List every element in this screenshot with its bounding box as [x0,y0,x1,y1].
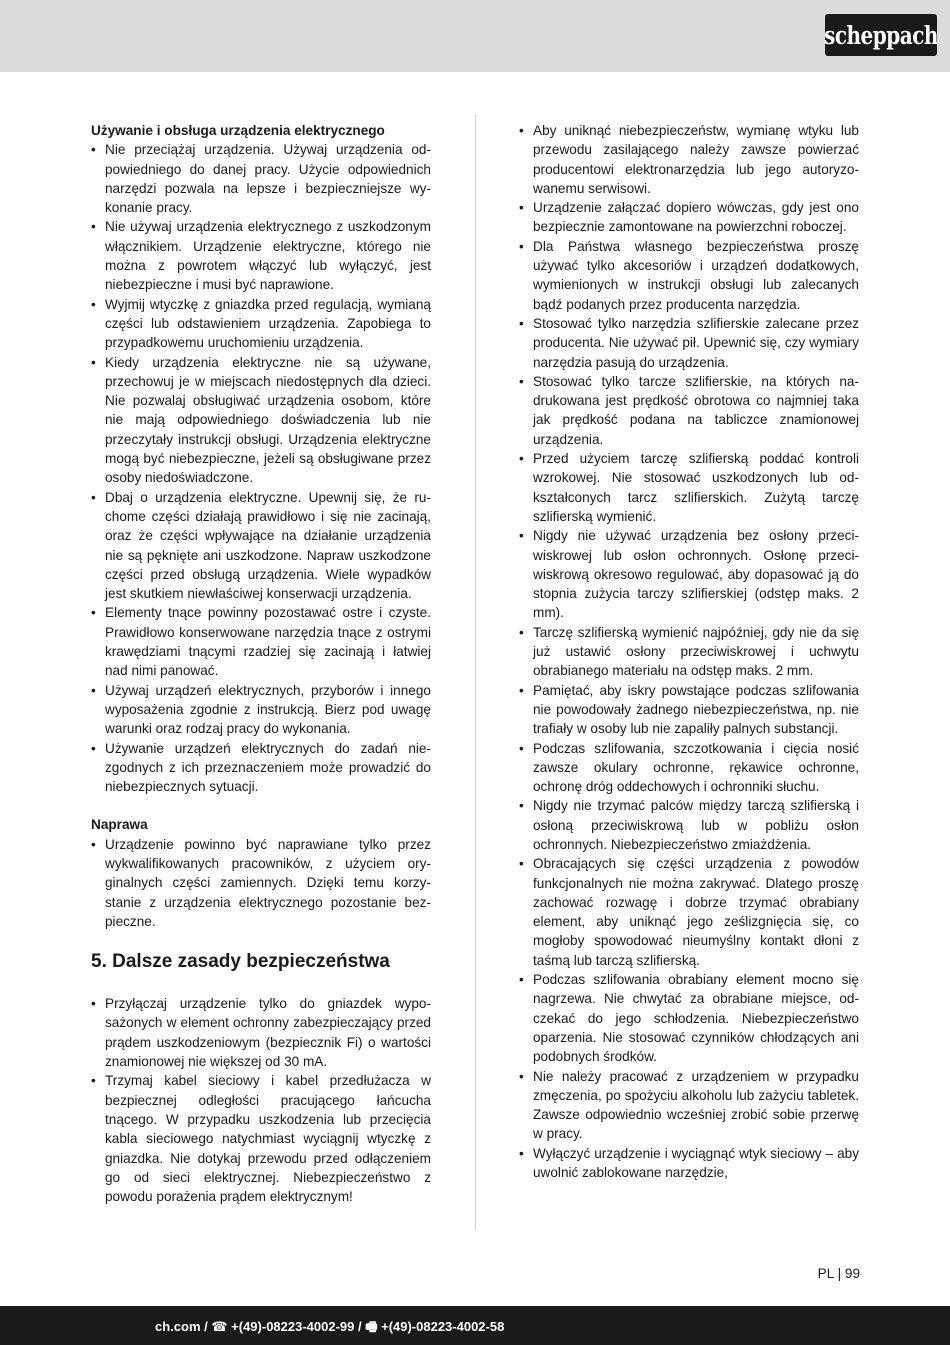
list-item-text: Urządzenie powinno być naprawiane tylko przez wykwalifikowanych pracowników, z użyciem oryginalnych części zamiennych. Dzięki temu korzystanie z urządzenia elektrycznego pozostanie bezpieczne. [105,836,431,929]
list-item-text: Nigdy nie używać urządzenia bez osłony przeciwiskrowej lub osłon ochronnych. Osłonę przeciwiskrową okresowo regulować, aby dopasować ją do stopnia zużycia tarczy szlifierskiej (odstęp maks. 2 mm). [533,528,859,621]
list-item-text: Kiedy urządzenia elektryczne nie są używane, przechowuj je w miejscach niedostępnych dla dzieci. Nie pozwalaj obsługiwać urządzenia osobom, które nie mają odpowiedniego doświadczenia lub nie przeczytały instrukcji obsługi. Urządzenia elektryczne mogą być niebezpieczne, jeżeli są obsługiwane przez osoby niedoświadczone. [105,354,431,486]
brand-logo-text: scheppach [824,20,938,50]
bullet-icon: • [519,1068,524,1084]
list-item [519,237,859,314]
bullet-icon: • [91,682,96,698]
bullet-icon: • [519,123,524,138]
list-item-text: Dla Państwa własnego bezpieczeństwa proszę używać tylko akcesoriów i urządzeń dodatkowych, wymienionych w instrukcji obsługi lub zalecanych bądź podanych przez producenta narzędzia. [533,238,859,312]
list-item [519,854,859,970]
bullet-icon: • [91,296,96,312]
list-item [91,1071,431,1206]
section-title: 5. Dalsze zasady bezpieczeństwa [91,951,390,973]
bullet-icon: • [519,200,524,216]
bullet-icon: • [91,489,96,505]
bullet-icon: • [91,354,96,370]
list-item [91,994,431,1071]
list-item [91,835,431,931]
bullet-icon: • [91,605,96,621]
bullet-icon: • [519,1145,524,1161]
bullet-icon: • [519,798,524,814]
list-item-text: Stosować tylko tarcze szlifierskie, na których nadrukowana jest prędkość obrotowa co najmniej taka jak prędkość podana na tabliczce znamionowej urządzenia. [533,373,859,447]
bullet-icon: • [519,972,524,988]
list-item-text: Tarczę szlifierską wymienić najpóźniej, gdy nie da się już ustawić osłony przeciwiskrowej i uchwytu obrabianego materiału na odstęp maks. 2 mm. [533,624,859,679]
bullet-icon: • [519,528,524,544]
list-item-text: Wyłączyć urządzenie i wyciągnąć wtyk sieciowy – aby uwolnić zablokowane narzędzie, [533,1145,859,1181]
list-item [519,1067,859,1144]
footer-band [0,1306,950,1345]
list-repair [91,835,431,931]
list-item [519,372,859,449]
list-item-text: Przyłączaj urządzenie tylko do gniazdek wyposażonych w element ochronny zabezpieczający przed prądem uszkodzeniowym (bezpiecznik Fi) o wartości znamionowej nie większej od 30 mA. [105,996,431,1070]
brand-logo [825,14,937,56]
list-item-text: Nigdy nie trzymać palców między tarczą szlifierską i osłoną przeciwiskrową lub w pobliżu osłon ochronnych. Niebezpieczeństwo zmiażdżenia. [533,798,859,852]
list-further-rules [91,994,431,1206]
list-item-text: Podczas szlifowania, szczotkowania i cięcia nosić zawsze okulary ochronne, rękawice ochronne, ochronę dróg oddechowych i ochronniki słuchu. [533,740,859,795]
list-item [91,739,431,797]
list-item [91,217,431,294]
left-column [91,121,431,1206]
bullet-icon: • [91,740,96,756]
heading-usage: Używanie i obsługa urządzenia elektrycznego [91,123,385,138]
bullet-icon: • [519,682,524,698]
list-item [91,140,431,217]
list-item-text: Nie należy pracować z urządzeniem w przypadku zmęczenia, po spożyciu alkoholu lub zażyciu tabletek. Zawsze odpowiednio wcześniej zrobić sobie przerwę w pracy. [533,1068,859,1142]
list-item [91,353,431,488]
bullet-icon: • [519,373,524,389]
list-item-text: Urządzenie załączać dopiero wówczas, gdy jest ono bezpiecznie zamontowane na powierzchni roboczej. [533,200,859,235]
bullet-icon: • [519,315,524,331]
list-item [519,739,859,797]
bullet-icon: • [519,856,524,872]
list-item [91,488,431,604]
list-item [519,623,859,681]
list-item-text: Aby uniknąć niebezpieczeństw, wymianę wtyku lub przewodu zasilającego należy zawsze powierzać producentowi elektronarzędzia lub jego autoryzowanemu serwisowi. [533,123,859,196]
list-item-text: Używanie urządzeń elektrycznych do zadań niezgodnych z ich przeznaczeniem może prowadzić do niebezpiecznych sytuacji. [105,740,431,795]
bullet-icon: • [519,451,524,467]
list-item-text: Wyjmij wtyczkę z gniazdka przed regulacją, wymianą części lub odstawieniem urządzenia. Zapobiega to przypadkowemu uruchomieniu urządzenia. [105,296,431,351]
heading-repair: Naprawa [91,817,148,833]
list-item [519,681,859,739]
list-item-text: Pamiętać, aby iskry powstające podczas szlifowania nie powodowały żadnego niebezpieczeństwa, np. nie trafiały w osoby lub nie zapaliły palnych substancji. [533,682,859,737]
list-item [91,295,431,353]
bullet-icon: • [91,142,96,158]
bullet-icon: • [91,219,96,235]
list-safety-right [519,121,859,1182]
list-item-text: Podczas szlifowania obrabiany element mocno się nagrzewa. Nie chwytać za obrabiane miejsce, odczekać do jego schłodzenia. Niebezpieczeństwo oparzenia. Nie stosować czynników chłodzących ani podobnych środków. [533,972,859,1065]
list-item [519,198,859,237]
list-item-text: Obracających się części urządzenia z powodów funkcjonalnych nie można zakrywać. Dlatego proszę zachować rozwagę i dobrze trzymać obrabiany element, aby uniknąć jego ześlizgnięcia się, co mogłoby spowodować nieumyślny kontakt dłoni z taśmą lub tarczą szlifierską. [533,856,859,968]
bullet-icon: • [91,1073,96,1089]
bullet-icon: • [519,238,524,254]
list-item-text: Nie przeciążaj urządzenia. Używaj urządzenia odpowiedniego do danej pracy. Użycie odpowiednich narzędzi pozwala na lepsze i bezpieczniejsze wykonanie pracy. [105,142,431,216]
right-column [519,121,859,1182]
header-band [0,0,950,72]
list-item-text: Dbaj o urządzenia elektryczne. Upewnij się, że ruchome części działają prawidłowo i się nie zacinają, oraz że części wpływające na działanie urządzenia nie są pęknięte ani uszkodzone. Napraw uszkodzone części przed obsługą urządzenia. Wiele wypadków jest skutkiem niewłaściwej konserwacji urządzenia. [105,489,431,602]
list-item [519,121,859,198]
bullet-icon: • [519,624,524,640]
list-item [91,681,431,739]
list-item [519,314,859,372]
bullet-icon: • [519,740,524,756]
page-number: PL | 99 [817,1266,860,1281]
bullet-icon: • [91,996,96,1012]
bullet-icon: • [91,836,96,852]
list-item [519,449,859,526]
list-usage [91,140,431,796]
list-item [519,970,859,1066]
list-item-text: Elementy tnące powinny pozostawać ostre i czyste. Prawidłowo konserwowane narzędzia tnące z ostrymi krawędziami tnącymi rzadziej się zacinają i łatwiej nad nimi panować. [105,605,431,679]
list-item [91,603,431,680]
list-item-text: Stosować tylko narzędzia szlifierskie zalecane przez producenta. Nie używać pił. Upewnić się, czy wymiary narzędzia pasują do urządzenia. [533,315,859,370]
list-item [519,1144,859,1183]
list-item [519,526,859,622]
column-divider [475,115,476,1230]
footer-contact: ch.com / ☎ +(49)-08223-4002-99 / 🖷 +(49)-08223-4002-58 [155,1319,505,1334]
list-item-text: Trzymaj kabel sieciowy i kabel przedłużacza w bezpiecznej odległości pracującego łańcucha tnącego. W przypadku uszkodzenia lub przecięcia kabla sieciowego natychmiast wyciągnij wtyczkę z gniazdka. Nie dotykaj przewodu przed odłączeniem go od sieci elektrycznej. Niebezpieczeństwo z powodu porażenia prądem elektrycznym! [105,1073,431,1205]
list-item-text: Używaj urządzeń elektrycznych, przyborów i innego wyposażenia zgodnie z instrukcją. Bierz pod uwagę warunki oraz rodzaj pracy do wykonania. [105,682,431,737]
list-item [519,796,859,854]
list-item-text: Nie używaj urządzenia elektrycznego z uszkodzonym włącznikiem. Urządzenie elektryczne, którego nie można z powrotem włączyć lub wyłączyć, jest niebezpieczne i musi być naprawione. [105,219,431,293]
list-item-text: Przed użyciem tarczę szlifierską poddać kontroli wzrokowej. Nie stosować uszkodzonych lub odkształconych tarcz szlifierskich. Zużytą tarczę szlifierską wymienić. [533,451,859,524]
